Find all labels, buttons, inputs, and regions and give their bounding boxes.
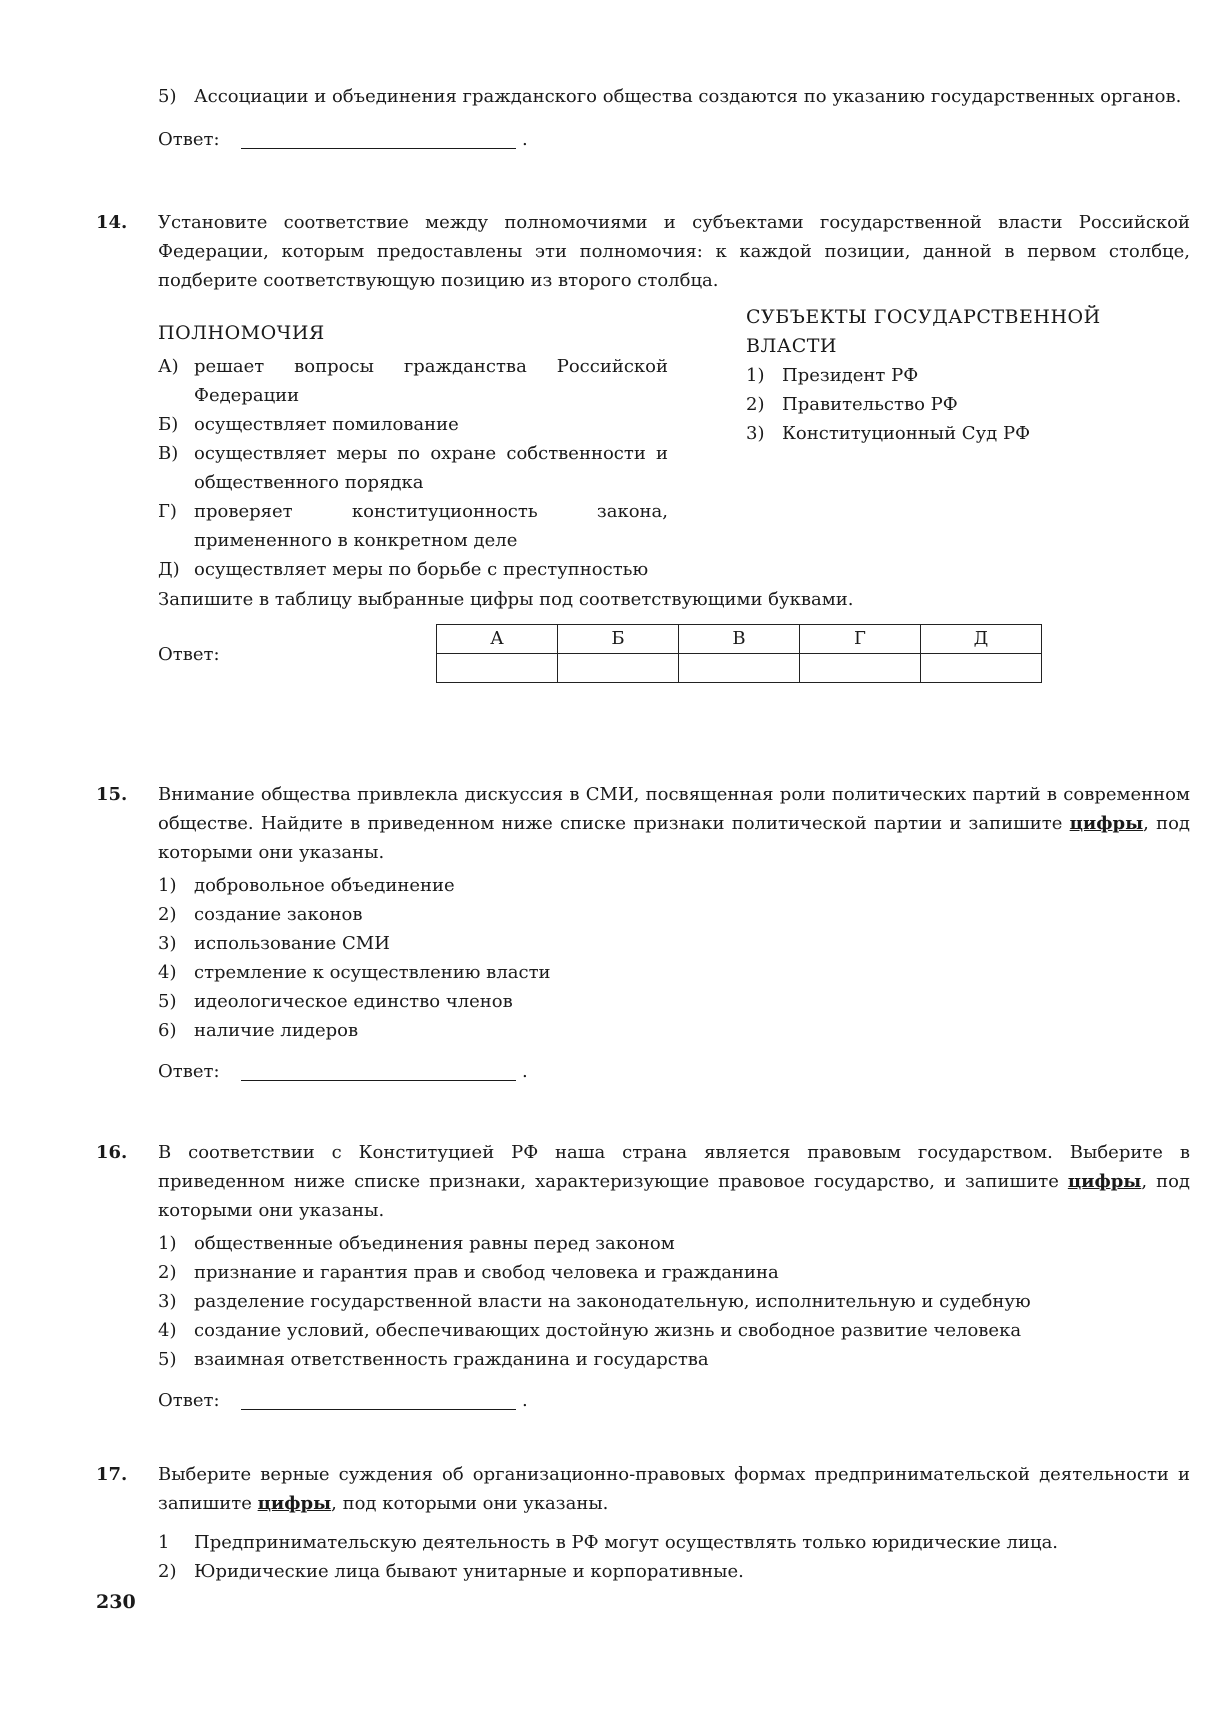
- question-text: Внимание общества привлекла дискуссия в СМИ, посвященная роли политических партий в современном обществе. Найдите в приведенном ниже списке признаки политической партии и запишите цифры, под которыми они указаны.: [158, 784, 1190, 863]
- question-14: [96, 208, 1190, 686]
- question-16: [96, 1138, 1190, 1415]
- answer-cell[interactable]: [558, 654, 679, 683]
- list-item: 6) наличие лидеров: [158, 1020, 359, 1041]
- table-header-cell: В: [679, 625, 800, 654]
- answer-table: [436, 624, 1042, 683]
- answer-label: Ответ:: [158, 644, 220, 665]
- answer-row: Ответ: .: [158, 129, 528, 150]
- list-item: 3) Конституционный Суд РФ: [746, 423, 1031, 444]
- list-item: 1) добровольное объединение: [158, 875, 455, 896]
- question-text: Выберите верные суждения об организационно-правовых формах предпринимательской деятельности и запишите цифры, под которыми они указаны.: [158, 1464, 1190, 1514]
- answer-cell[interactable]: [679, 654, 800, 683]
- list-item: 4) создание условий, обеспечивающих достойную жизнь и свободное развитие человека: [158, 1320, 1022, 1341]
- list-item: 3) разделение государственной власти на законодательную, исполнительную и судебную: [158, 1291, 1031, 1312]
- question-text: Установите соответствие между полномочиями и субъектами государственной власти Российской Федерации, которым предоставлены эти полномочия: к каждой позиции, данной в первом столбце, подберите соответствующую позицию из второго столбца.: [158, 212, 1190, 291]
- subjects-column: [746, 303, 1166, 448]
- list-item: 4) стремление к осуществлению власти: [158, 962, 551, 983]
- list-item: 5) Ассоциации и объединения гражданского общества создаются по указанию государственных органов.: [158, 86, 1182, 107]
- answer-cell[interactable]: [437, 654, 558, 683]
- table-header-cell: Б: [558, 625, 679, 654]
- list-item: 5) взаимная ответственность гражданина и государства: [158, 1349, 709, 1370]
- answer-input-line[interactable]: [241, 1389, 516, 1410]
- answer-cell[interactable]: [800, 654, 921, 683]
- subjects-header: СУБЪЕКТЫ ГОСУДАРСТВЕННОЙ ВЛАСТИ: [746, 306, 1101, 357]
- list-item: 2) Юридические лица бывают унитарные и корпоративные.: [158, 1561, 744, 1582]
- options-list: [158, 1528, 1190, 1586]
- question-17: [96, 1460, 1190, 1586]
- question-number: 14.: [96, 212, 128, 233]
- answer-label: Ответ:: [158, 1390, 220, 1411]
- answer-label: Ответ:: [158, 1061, 220, 1082]
- answer-row: Ответ: .: [158, 1061, 528, 1082]
- q13-continuation: [96, 82, 1190, 154]
- options-list: [158, 871, 1190, 1045]
- question-number: 17.: [96, 1464, 128, 1485]
- powers-column: [158, 303, 668, 584]
- list-item: 2) Правительство РФ: [746, 394, 958, 415]
- table-header-cell: Д: [921, 625, 1042, 654]
- list-item: А) решает вопросы гражданства Российской Федерации: [158, 356, 668, 406]
- list-item: В) осуществляет меры по охране собственности и общественного порядка: [158, 443, 668, 493]
- table-header-cell: А: [437, 625, 558, 654]
- question-number: 16.: [96, 1142, 128, 1163]
- answer-label: Ответ:: [158, 129, 220, 150]
- list-item: Б) осуществляет помилование: [158, 414, 459, 435]
- list-item: Д) осуществляет меры по борьбе с преступностью: [158, 559, 649, 580]
- table-instruction: Запишите в таблицу выбранные цифры под соответствующими буквами.: [158, 589, 854, 610]
- options-list: [158, 1229, 1190, 1374]
- list-item: 3) использование СМИ: [158, 933, 390, 954]
- answer-input-line[interactable]: [241, 128, 516, 149]
- list-item: 1) общественные объединения равны перед законом: [158, 1233, 675, 1254]
- answer-table-row: [158, 624, 1190, 686]
- list-item: 2) признание и гарантия прав и свобод человека и гражданина: [158, 1262, 779, 1283]
- answer-row: Ответ: .: [158, 1390, 528, 1411]
- question-text: В соответствии с Конституцией РФ наша страна является правовым государством. Выберите в приведенном ниже списке признаки, характеризующие правовое государство, и запишите цифры, под которыми они указаны.: [158, 1142, 1190, 1221]
- list-item: 1) Президент РФ: [746, 365, 919, 386]
- list-item: 1 Предпринимательскую деятельность в РФ могут осуществлять только юридические лица.: [158, 1532, 1059, 1553]
- question-15: [96, 780, 1190, 1086]
- table-header-cell: Г: [800, 625, 921, 654]
- answer-cell[interactable]: [921, 654, 1042, 683]
- powers-header: ПОЛНОМОЧИЯ: [158, 322, 325, 344]
- list-item: 2) создание законов: [158, 904, 363, 925]
- matching-columns: [158, 303, 1190, 583]
- question-number: 15.: [96, 784, 128, 805]
- page-number: 230: [96, 1591, 136, 1613]
- list-item: Г) проверяет конституционность закона, примененного в конкретном деле: [158, 501, 668, 551]
- answer-input-line[interactable]: [241, 1060, 516, 1081]
- list-item: 5) идеологическое единство членов: [158, 991, 513, 1012]
